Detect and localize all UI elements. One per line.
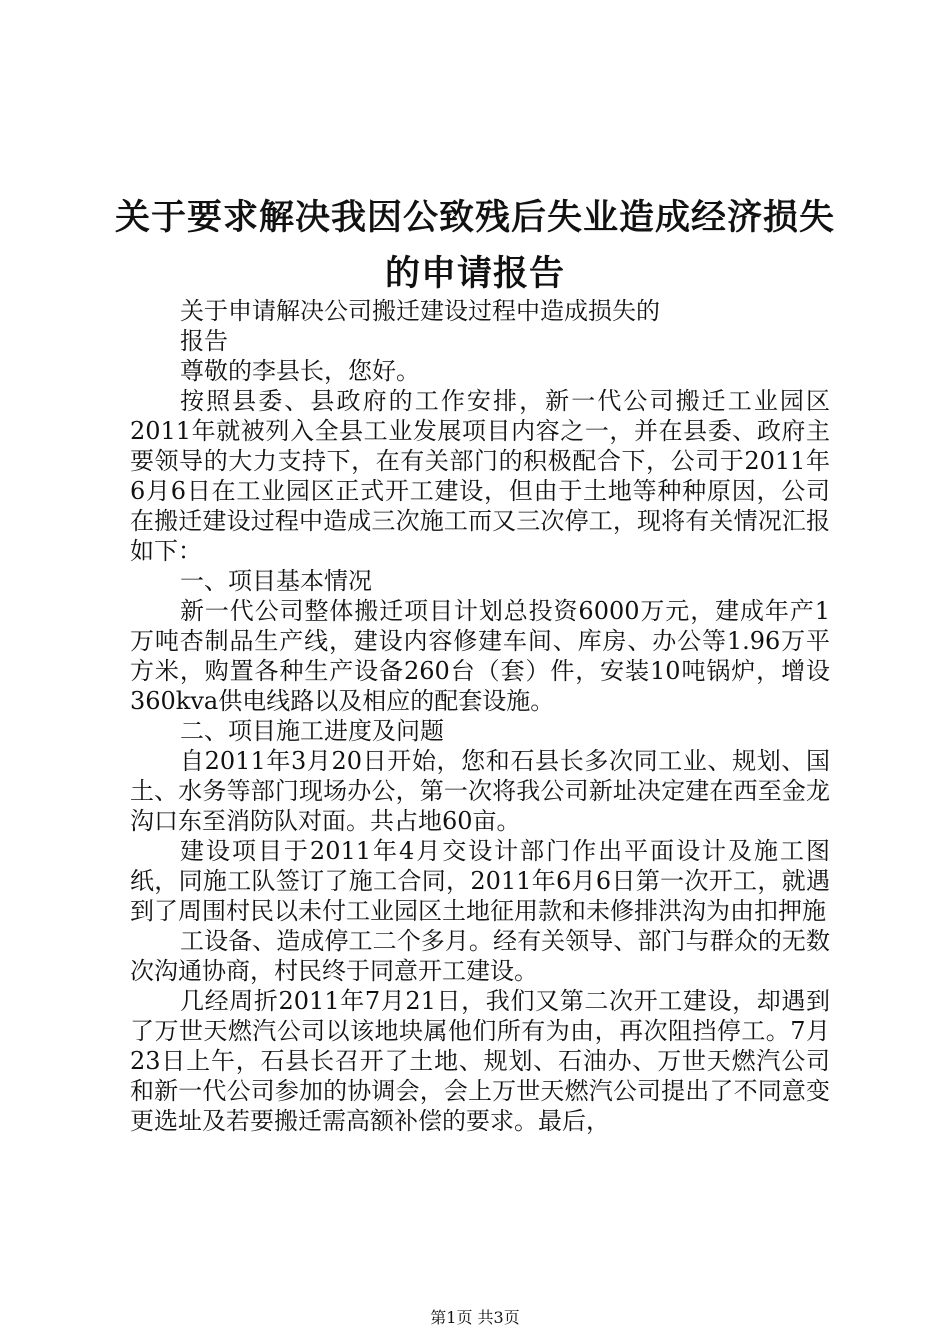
salutation: 尊敬的李县长，您好。 (180, 357, 420, 385)
paragraph-project-info: 新一代公司整体搬迁项目计划总投资6000万元，建成年产1万吨杏制品生产线，建设内容修建车间、库房、办公等1.96万平方米，购置各种生产设备260台（套）件，安装10吨锅炉，增设360kva供电线路以及相应的配套设施。 (130, 597, 830, 715)
subject-line-cont: 报告 (180, 327, 228, 355)
page-footer: 第1页 共3页 (430, 1308, 520, 1327)
section-heading-1: 一、项目基本情况 (180, 567, 372, 595)
paragraph-intro: 按照县委、县政府的工作安排，新一代公司搬迁工业园区2011年就被列入全县工业发展项目内容之一，并在县委、政府主要领导的大力支持下，在有关部门的积极配合下，公司于2011年6月6日在工业园区正式开工建设，但由于土地等种种原因，公司在搬迁建设过程中造成三次施工而又三次停工，现将有关情况汇报如下： (130, 387, 830, 565)
paragraph-progress-1: 自2011年3月20日开始，您和石县长多次同工业、规划、国土、水务等部门现场办公，第一次将我公司新址决定建在西至金龙沟口东至消防队对面。共占地60亩。 (130, 747, 830, 835)
paragraph-progress-3: 工设备、造成停工二个多月。经有关领导、部门与群众的无数次沟通协商，村民终于同意开工建设。 (130, 927, 830, 985)
section-heading-2: 二、项目施工进度及问题 (180, 717, 444, 745)
document-body (130, 296, 830, 1136)
subject-line: 关于申请解决公司搬迁建设过程中造成损失的 (180, 297, 660, 325)
document-title-line-1: 关于要求解决我因公致残后失业造成经济损失 (114, 197, 835, 238)
document-title-line-2: 的申请报告 (384, 253, 565, 294)
paragraph-progress-2: 建设项目于2011年4月交设计部门作出平面设计及施工图纸，同施工队签订了施工合同，2011年6月6日第一次开工，就遇到了周围村民以未付工业园区土地征用款和未修排洪沟为由扣押施 (130, 837, 830, 925)
paragraph-progress-4: 几经周折2011年7月21日，我们又第二次开工建设，却遇到了万世天燃汽公司以该地块属他们所有为由，再次阻挡停工。7月23日上午，石县长召开了土地、规划、石油办、万世天燃汽公司和新一代公司参加的协调会，会上万世天燃汽公司提出了不同意变更选址及若要搬迁需高额补偿的要求。最后， (130, 987, 830, 1135)
